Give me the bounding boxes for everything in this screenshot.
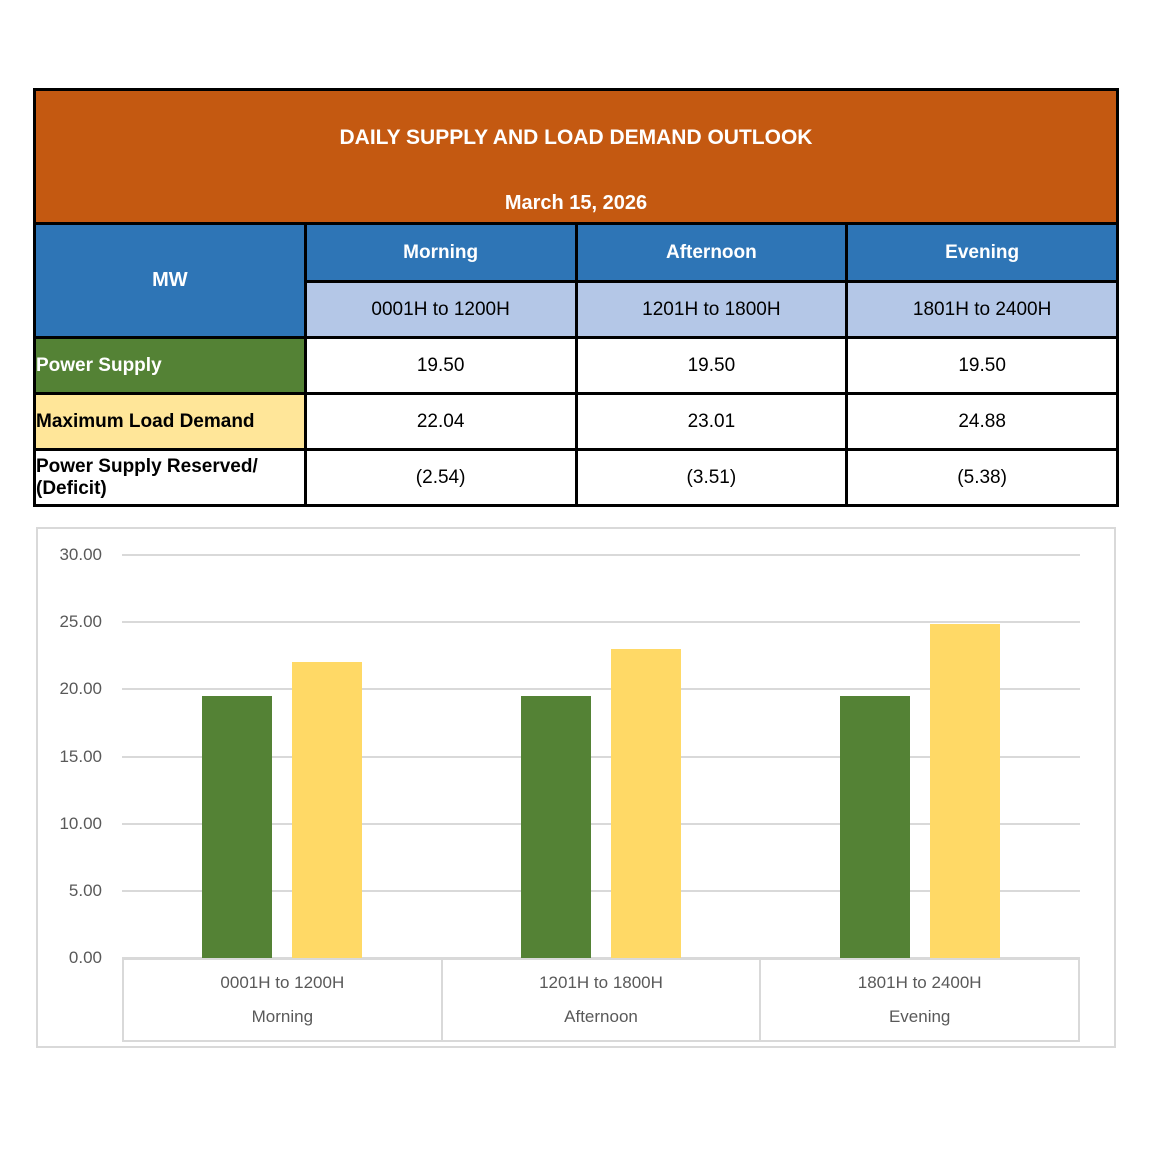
- y-axis-tick-label: 25.00: [59, 612, 102, 632]
- row-label-power-supply: Power Supply: [35, 338, 306, 394]
- x-axis: [122, 958, 1080, 1042]
- row-label-max-load-demand: Maximum Load Demand: [35, 394, 306, 450]
- bar-power-supply-morning: [202, 696, 272, 958]
- category-sublabel: Afternoon: [564, 1007, 638, 1026]
- max-load-morning: 22.04: [305, 394, 576, 450]
- y-axis-tick-label: 15.00: [59, 746, 102, 766]
- reserve-evening: (5.38): [847, 450, 1118, 506]
- power-supply-afternoon: 19.50: [576, 338, 847, 394]
- time-header-afternoon: 1201H to 1800H: [576, 282, 847, 338]
- category-label: 0001H to 1200H: [220, 973, 345, 992]
- y-axis-tick-label: 10.00: [59, 813, 102, 833]
- y-axis-tick-label: 0.00: [68, 948, 102, 967]
- row-label-reserve-deficit: Power Supply Reserved/ (Deficit): [35, 450, 306, 506]
- bar-maximum-load-demand-afternoon: [611, 649, 681, 958]
- gridline: [122, 554, 1080, 556]
- bar-maximum-load-demand-evening: [930, 624, 1000, 958]
- x-axis-group-afternoon: [441, 960, 760, 1040]
- reserve-morning: (2.54): [305, 450, 576, 506]
- power-supply-evening: 19.50: [847, 338, 1118, 394]
- time-header-morning: 0001H to 1200H: [305, 282, 576, 338]
- bar-maximum-load-demand-morning: [292, 662, 362, 958]
- max-load-evening: 24.88: [847, 394, 1118, 450]
- outlook-table: [33, 88, 1119, 507]
- max-load-afternoon: 23.01: [576, 394, 847, 450]
- bar-chart: [36, 527, 1116, 1048]
- period-header-morning: Morning: [305, 224, 576, 282]
- table-row-max-load-demand: [35, 394, 1118, 450]
- x-axis-group-morning: [124, 960, 441, 1040]
- category-label: 1201H to 1800H: [539, 973, 663, 992]
- x-axis-group-evening: [759, 960, 1078, 1040]
- category-sublabel: Evening: [888, 1007, 951, 1026]
- period-header-evening: Evening: [847, 224, 1118, 282]
- time-header-evening: 1801H to 2400H: [847, 282, 1118, 338]
- y-axis-tick-label: 30.00: [59, 545, 102, 564]
- table-title: DAILY SUPPLY AND LOAD DEMAND OUTLOOK: [339, 125, 813, 149]
- y-axis-tick-label: 20.00: [59, 679, 102, 699]
- y-axis-tick-label: 5.00: [68, 880, 102, 900]
- bar-power-supply-afternoon: [521, 696, 591, 958]
- power-supply-morning: 19.50: [305, 338, 576, 394]
- period-header-afternoon: Afternoon: [576, 224, 847, 282]
- table-row-power-supply: [35, 338, 1118, 394]
- table-date: March 15, 2026: [504, 191, 648, 214]
- category-label: 1801H to 2400H: [857, 973, 982, 992]
- reserve-afternoon: (3.51): [576, 450, 847, 506]
- table-row-reserve-deficit: [35, 450, 1118, 506]
- category-sublabel: Morning: [251, 1007, 314, 1026]
- bar-power-supply-evening: [840, 696, 910, 958]
- unit-header-cell: MW: [35, 224, 306, 338]
- table-banner: [35, 90, 1118, 224]
